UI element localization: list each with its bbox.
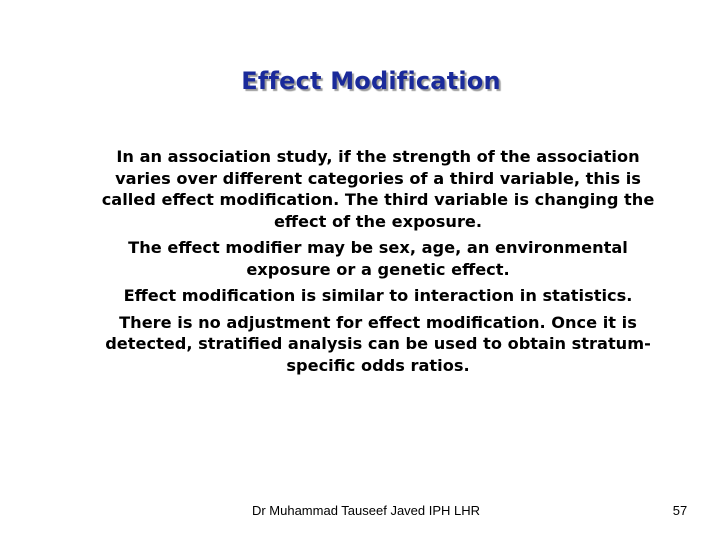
slide-title: Effect Modification bbox=[241, 67, 501, 95]
paragraph-adjustment: There is no adjustment for effect modification. Once it is detected, stratified analysis can be used to obtain stratum-specific odds ratios. bbox=[105, 312, 651, 375]
footer-author: Dr Muhammad Tauseef Javed IPH LHR bbox=[251, 503, 481, 518]
slide-body bbox=[88, 146, 668, 381]
paragraph-modifier-examples: The effect modifier may be sex, age, an environmental exposure or a genetic effect. bbox=[128, 238, 628, 279]
slide-page-number: 57 bbox=[672, 503, 688, 518]
paragraph-interaction: Effect modification is similar to interaction in statistics. bbox=[123, 286, 633, 305]
paragraph-definition: In an association study, if the strength of the association varies over different categories of a third variable, this is called effect modification. The third variable is changing the effect of the exposure. bbox=[101, 147, 655, 231]
